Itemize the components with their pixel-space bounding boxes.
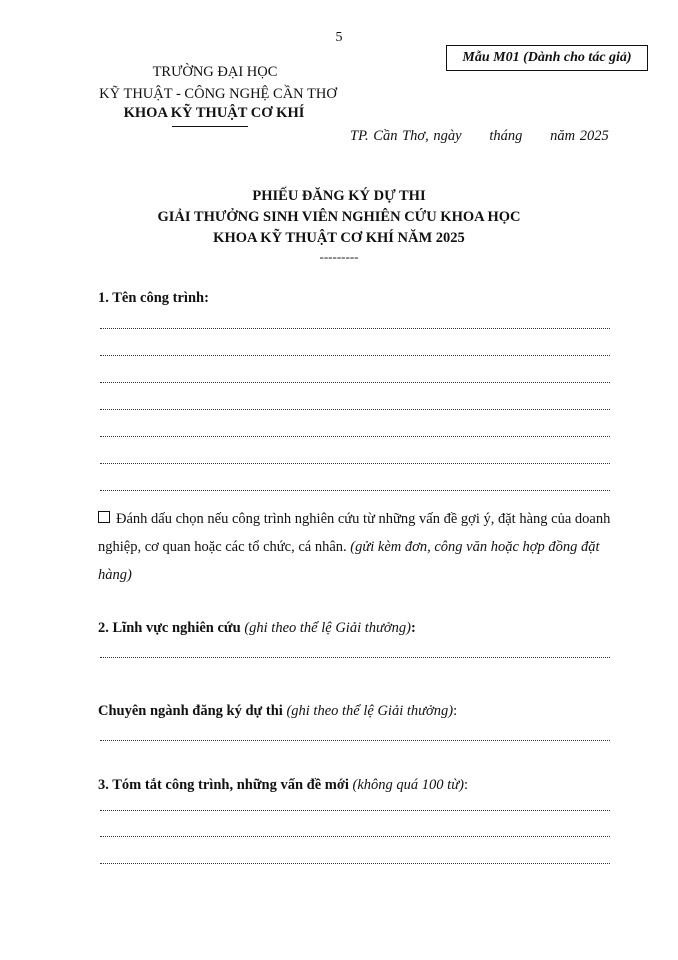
summary-line-3[interactable] <box>100 863 610 864</box>
project-name-line-7[interactable] <box>100 490 610 491</box>
section1-heading: 1. Tên công trình: <box>98 290 209 306</box>
header-underline <box>172 126 248 127</box>
date-line: TP. Cần Thơ, ngày tháng năm 2025 <box>350 128 609 144</box>
university-name-line2: KỸ THUẬT - CÔNG NGHỆ CẦN THƠ <box>99 86 337 102</box>
summary-line-2[interactable] <box>100 836 610 837</box>
page-number: 5 <box>335 30 343 45</box>
order-checkbox-paragraph <box>98 505 618 589</box>
research-field-line[interactable] <box>100 657 610 658</box>
project-name-line-5[interactable] <box>100 436 610 437</box>
form-title-line1: PHIẾU ĐĂNG KÝ DỰ THI <box>252 188 426 204</box>
section2-heading: 2. Lĩnh vực nghiên cứu (ghi theo thể lệ Giải thưởng): <box>98 620 416 636</box>
checkbox-text: Đánh dấu chọn nếu công trình nghiên cứu từ những vấn đề gợi ý, đặt hàng của doanh nghiệp, cơ quan hoặc các tổ chức, cá nhân. <box>98 511 611 555</box>
title-separator: --------- <box>319 249 359 264</box>
section3-heading: 3. Tóm tắt công trình, những vấn đề mới (không quá 100 từ): <box>98 777 468 793</box>
project-name-line-2[interactable] <box>100 355 610 356</box>
project-name-line-1[interactable] <box>100 328 610 329</box>
form-code-box: Mẫu M01 (Dành cho tác giả) <box>446 45 648 71</box>
specialty-line[interactable] <box>100 740 610 741</box>
project-name-line-3[interactable] <box>100 382 610 383</box>
project-name-line-4[interactable] <box>100 409 610 410</box>
project-name-line-6[interactable] <box>100 463 610 464</box>
specialty-heading: Chuyên ngành đăng ký dự thi (ghi theo thể lệ Giải thưởng): <box>98 703 458 719</box>
checkbox-note: (gửi kèm đơn, công văn hoặc hợp đồng đặt hàng) <box>98 539 600 583</box>
order-checkbox[interactable] <box>98 511 110 523</box>
form-title-line2: GIẢI THƯỞNG SINH VIÊN NGHIÊN CỨU KHOA HỌC <box>157 209 521 225</box>
university-name-line1: TRƯỜNG ĐẠI HỌC <box>152 64 278 80</box>
faculty-name: KHOA KỸ THUẬT CƠ KHÍ <box>123 105 305 121</box>
summary-line-1[interactable] <box>100 810 610 811</box>
form-title-line3: KHOA KỸ THUẬT CƠ KHÍ NĂM 2025 <box>213 230 465 246</box>
